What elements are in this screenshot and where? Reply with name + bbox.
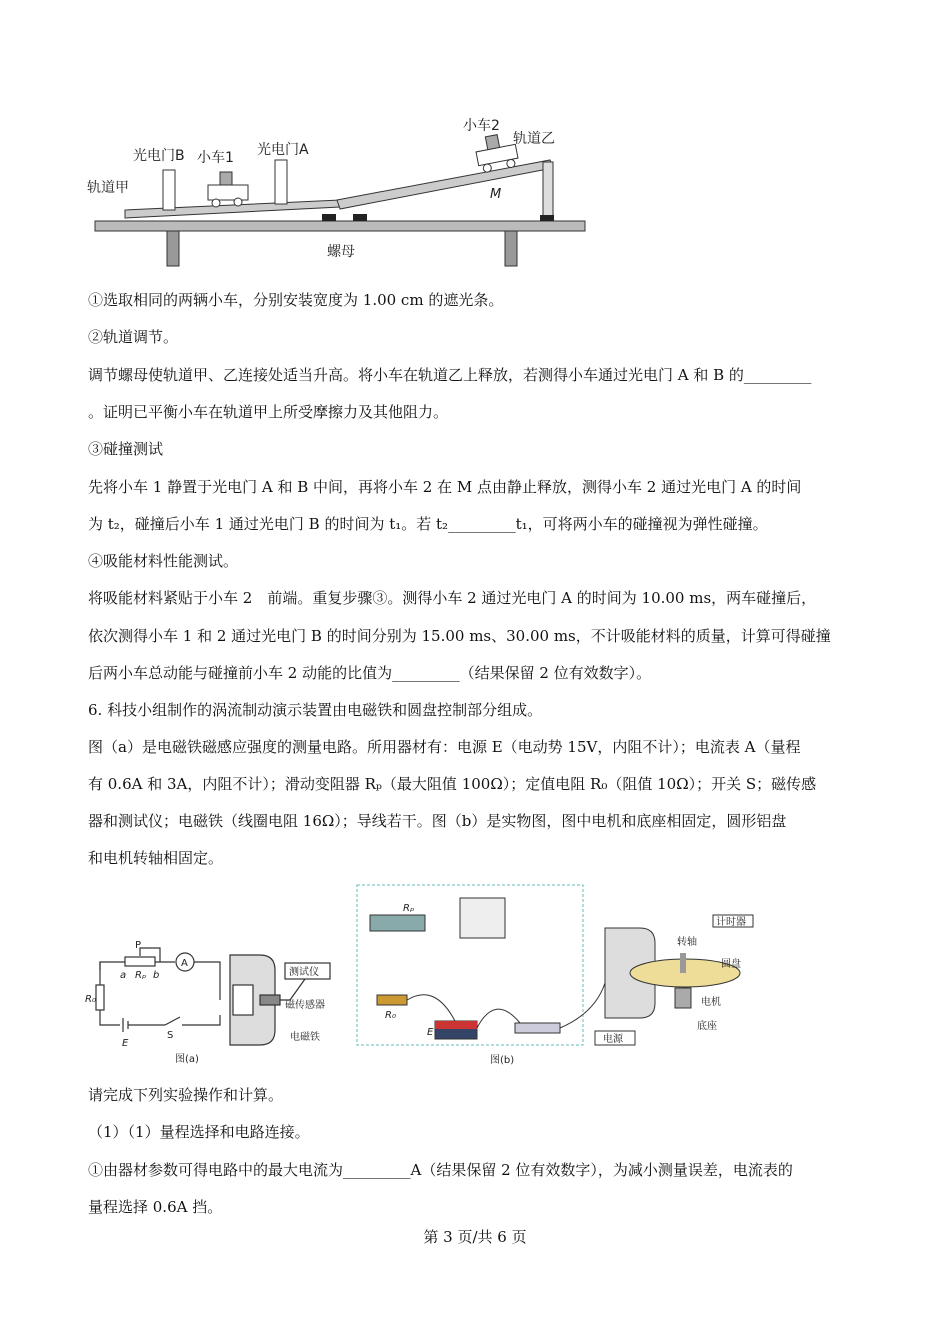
- track-diagram: [85, 110, 605, 270]
- label-sensor: 磁传感器: [285, 1000, 325, 1011]
- label-gate-a: 光电门A: [257, 142, 309, 158]
- text-line: 图（a）是电磁铁磁感应强度的测量电路。所用器材有：电源 E（电动势 15V，内阻不计）；电流表 A（量程: [88, 738, 801, 756]
- text-line: 依次测得小车 1 和 2 通过光电门 B 的时间分别为 15.00 ms、30.00 ms，不计吸能材料的质量，计算可得碰撞: [88, 627, 831, 645]
- label-shaft: 转轴: [677, 937, 697, 948]
- text-line: 有 0.6A 和 3A，内阻不计）；滑动变阻器 Rₚ（最大阻值 100Ω）；定值电阻 R₀（阻值 10Ω）；开关 S；磁传感: [88, 775, 817, 793]
- text-line: 为 t₂，碰撞后小车 1 通过光电门 B 的时间为 t₁。若 t₂_________t₁，可将两小车的碰撞视为弹性碰撞。: [88, 515, 768, 533]
- text-line: 量程选择 0.6A 挡。: [88, 1198, 223, 1216]
- label-p: P: [135, 940, 142, 951]
- text-line: （1）（1）量程选择和电路连接。: [88, 1123, 310, 1141]
- label-nut: 螺母: [327, 244, 355, 260]
- ammeter-symbol: A: [181, 958, 188, 969]
- label-a: a: [120, 970, 127, 981]
- label-timer: 计时器: [716, 917, 746, 928]
- text-line: 。证明已平衡小车在轨道甲上所受摩擦力及其他阻力。: [88, 403, 449, 421]
- text-line: ①由器材参数可得电路中的最大电流为_________A（结果保留 2 位有效数字），为减小测量误差，电流表的: [88, 1161, 793, 1179]
- text-line: 器和测试仪；电磁铁（线圈电阻 16Ω）；导线若干。图（b）是实物图，图中电机和底座相固定，圆形铝盘: [88, 812, 787, 830]
- text-line: 先将小车 1 静置于光电门 A 和 B 中间，再将小车 2 在 M 点由静止释放，测得小车 2 通过光电门 A 的时间: [88, 478, 802, 496]
- label-track-yi: 轨道乙: [513, 131, 555, 147]
- text-line: 6. 科技小组制作的涡流制动演示装置由电磁铁和圆盘控制部分组成。: [88, 701, 543, 719]
- label-gate-b: 光电门B: [133, 148, 185, 164]
- text-line: ②轨道调节。: [88, 328, 179, 346]
- label-e: E: [427, 1027, 434, 1038]
- label-motor: 电机: [701, 997, 721, 1008]
- label-e: E: [122, 1038, 129, 1049]
- label-rp: Rₚ: [135, 970, 147, 981]
- label-r0: R₀: [85, 994, 96, 1005]
- label-s: S: [167, 1030, 174, 1041]
- text-line: ③碰撞测试: [88, 440, 164, 458]
- caption-b: 图(b): [490, 1055, 515, 1066]
- label-point-m: M: [490, 187, 502, 202]
- text-line: 后两小车总动能与碰撞前小车 2 动能的比值为_________（结果保留 2 位有效数字）。: [88, 664, 652, 682]
- text-line: 将吸能材料紧贴于小车 2 前端。重复步骤③。测得小车 2 通过光电门 A 的时间为 10.00 ms，两车碰撞后，: [88, 589, 817, 607]
- label-tester: 测试仪: [289, 967, 319, 978]
- text-line: 请完成下列实验操作和计算。: [88, 1086, 284, 1104]
- label-rp: Rₚ: [403, 903, 415, 914]
- text-line: 调节螺母使轨道甲、乙连接处适当升高。将小车在轨道乙上释放，若测得小车通过光电门 A 和 B 的_________: [88, 366, 812, 384]
- text-line: ④吸能材料性能测试。: [88, 552, 239, 570]
- label-disk: 圆盘: [721, 959, 741, 970]
- caption-a: 图(a): [175, 1054, 199, 1065]
- label-b: b: [153, 970, 160, 981]
- text-line: ①选取相同的两辆小车，分别安装宽度为 1.00 cm 的遮光条。: [88, 291, 504, 309]
- circuit-diagram-a: [85, 940, 350, 1070]
- label-magnet: 电磁铁: [290, 1032, 320, 1043]
- label-cart2: 小车2: [463, 118, 500, 134]
- label-track-jia: 轨道甲: [87, 180, 129, 196]
- label-cart1: 小车1: [197, 150, 234, 166]
- label-r0: R₀: [385, 1010, 396, 1021]
- apparatus-photo-b: [355, 883, 765, 1073]
- page-footer: 第 3 页/共 6 页: [423, 1228, 527, 1246]
- text-line: 和电机转轴相固定。: [88, 849, 224, 867]
- label-base: 底座: [697, 1021, 717, 1032]
- label-power: 电源: [603, 1034, 623, 1045]
